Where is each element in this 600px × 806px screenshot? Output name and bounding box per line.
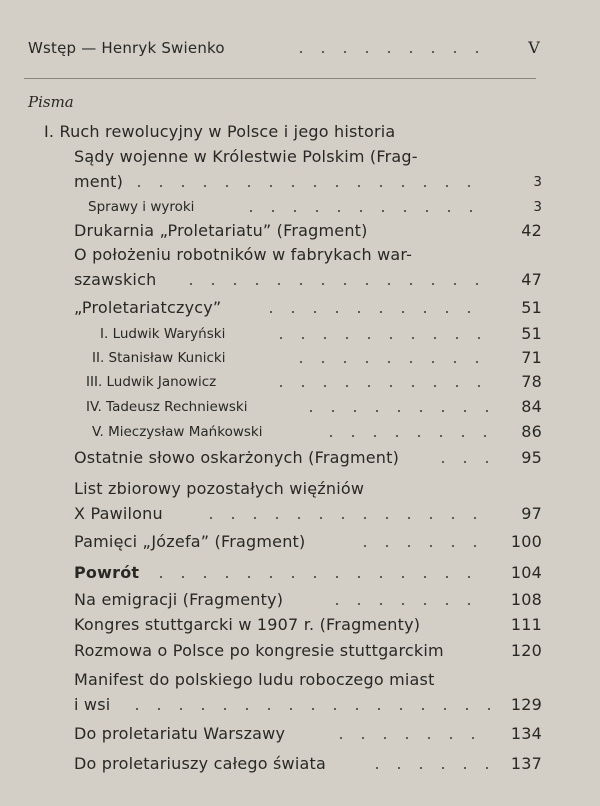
toc-entry-text: I. Ludwik Waryński (100, 326, 226, 342)
leader-dots (240, 210, 490, 212)
leader-dots (320, 435, 490, 437)
toc-entry-text: II. Stanisław Kunicki (92, 350, 226, 366)
toc-entry-text: Na emigracji (Fragmenty) (74, 590, 284, 609)
toc-entry-page: 120 (510, 641, 542, 660)
toc-entry-text: V. Mieczysław Mańkowski (92, 424, 263, 440)
toc-entry-page: 42 (521, 221, 542, 240)
toc-entry (0, 195, 600, 219)
toc-entry (0, 668, 600, 692)
toc-entry-text: „Proletariatczycy” (74, 298, 222, 317)
toc-intro-text: Wstęp — Henryk Swienko (28, 39, 225, 57)
toc-entry (0, 346, 600, 370)
toc-entry (0, 477, 600, 501)
toc-entry-page: 111 (510, 615, 542, 634)
toc-entry (0, 322, 600, 346)
leader-dots (260, 311, 490, 313)
toc-entry-text: i wsi (74, 695, 111, 714)
divider (24, 78, 536, 79)
toc-entry-text: Sprawy i wyroki (88, 199, 195, 215)
leader-dots (354, 545, 490, 547)
toc-entry (0, 561, 600, 585)
toc-entry (0, 722, 600, 746)
toc-entry-page: 104 (510, 563, 542, 582)
leader-dots (180, 283, 490, 285)
toc-entry-text: szawskich (74, 270, 157, 289)
leader-dots (300, 410, 490, 412)
toc-entry (0, 219, 600, 243)
toc-entry (0, 752, 600, 776)
toc-entry-page: 134 (510, 724, 542, 743)
toc-entry-page: 84 (521, 397, 542, 416)
toc-entry-page: 100 (510, 532, 542, 551)
toc-entry (0, 502, 600, 526)
toc-entry-page: 3 (533, 174, 542, 190)
toc-entry (0, 243, 600, 267)
toc-entry (0, 530, 600, 554)
toc-entry-text: Drukarnia „Proletariatu” (Fragment) (74, 221, 368, 240)
toc-entry-text: Sądy wojenne w Królestwie Polskim (Frag- (74, 147, 418, 166)
leader-dots (126, 708, 490, 710)
toc-entry-page: 95 (521, 448, 542, 467)
leader-dots (290, 51, 480, 53)
toc-entry-text: Do proletariuszy całego świata (74, 754, 326, 773)
toc-entry-text: X Pawilonu (74, 504, 163, 523)
toc-entry-page: 47 (521, 270, 542, 289)
toc-entry-page: 71 (521, 348, 542, 367)
toc-intro-line (0, 36, 600, 60)
toc-entry-text: Manifest do polskiego ludu roboczego miast (74, 670, 435, 689)
toc-entry-page: 78 (521, 372, 542, 391)
toc-entry (0, 588, 600, 612)
toc-entry-text: O położeniu robotników w fabrykach war- (74, 245, 413, 264)
toc-entry (0, 370, 600, 394)
leader-dots (128, 185, 488, 187)
toc-entry (0, 170, 600, 194)
toc-entry-page: 108 (510, 590, 542, 609)
leader-dots (200, 517, 490, 519)
toc-entry-text: Kongres stuttgarcki w 1907 r. (Fragmenty) (74, 615, 421, 634)
toc-entry-text: Pamięci „Józefa” (Fragment) (74, 532, 306, 551)
section-label-line (0, 90, 600, 114)
toc-entry-text: ment) (74, 172, 124, 191)
leader-dots (290, 361, 490, 363)
toc-entry (0, 296, 600, 320)
leader-dots (270, 337, 490, 339)
toc-entry-page: 137 (510, 754, 542, 773)
toc-entry-page: 51 (521, 298, 542, 317)
leader-dots (330, 737, 490, 739)
toc-entry-page: 129 (510, 695, 542, 714)
toc-entry (0, 639, 600, 663)
toc-entry-page: 86 (521, 422, 542, 441)
toc-entry-text: Do proletariatu Warszawy (74, 724, 286, 743)
leader-dots (326, 603, 490, 605)
toc-entry-page: 97 (521, 504, 542, 523)
leader-dots (270, 385, 490, 387)
toc-entry (0, 693, 600, 717)
toc-entry-text: List zbiorowy pozostałych więźniów (74, 479, 365, 498)
leader-dots (432, 461, 490, 463)
section-label: Pisma (28, 93, 74, 111)
toc-entry-text: III. Ludwik Janowicz (86, 374, 217, 390)
toc-entry-text: Rozmowa o Polsce po kongresie stuttgarckim (74, 641, 444, 660)
toc-entry (0, 395, 600, 419)
toc-entry-page: 51 (521, 324, 542, 343)
chapter-heading: I. Ruch rewolucyjny w Polsce i jego historia (44, 122, 396, 141)
toc-entry-text: IV. Tadeusz Rechniewski (86, 399, 248, 415)
leader-dots (366, 767, 490, 769)
toc-entry (0, 145, 600, 169)
toc-entry (0, 446, 600, 470)
toc-entry-text: Powrót (74, 563, 140, 582)
leader-dots (150, 576, 490, 578)
toc-entry (0, 613, 600, 637)
toc-entry (0, 420, 600, 444)
toc-entry (0, 268, 600, 292)
toc-entry-page: 3 (533, 199, 542, 215)
toc-entry-text: Ostatnie słowo oskarżonych (Fragment) (74, 448, 400, 467)
chapter-heading-line (0, 120, 600, 144)
toc-intro-page: V (528, 38, 540, 57)
